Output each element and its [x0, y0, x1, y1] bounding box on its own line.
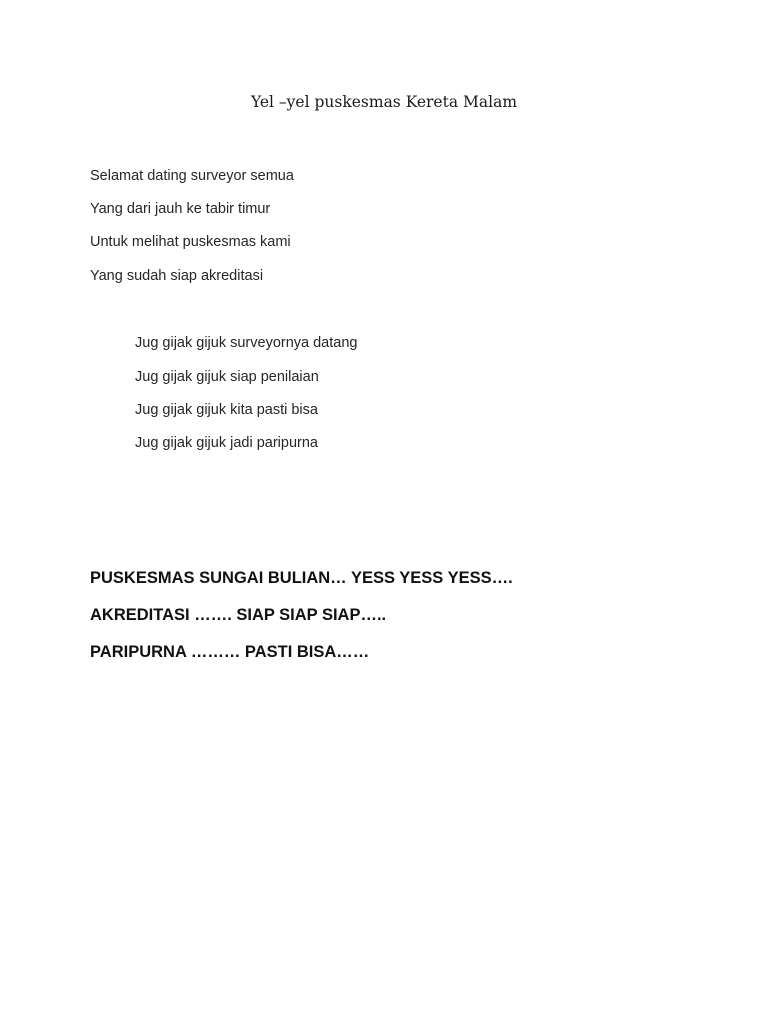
chant-line: AKREDITASI ……. SIAP SIAP SIAP…..	[90, 606, 387, 624]
verse-line: Jug gijak gijuk kita pasti bisa	[135, 402, 318, 418]
verse-line: Yang sudah siap akreditasi	[90, 268, 264, 284]
chant-line: PUSKESMAS SUNGAI BULIAN… YESS YESS YESS….	[90, 569, 513, 587]
verse-line: Selamat dating surveyor semua	[90, 168, 294, 184]
document-title: Yel –yel puskesmas Kereta Malam	[250, 93, 518, 111]
verse-line: Jug gijak gijuk surveyornya datang	[135, 335, 358, 351]
verse-line: Untuk melihat puskesmas kami	[90, 234, 291, 250]
verse-line: Yang dari jauh ke tabir timur	[90, 201, 271, 217]
verse-line: Jug gijak gijuk siap penilaian	[135, 369, 319, 385]
verse-line: Jug gijak gijuk jadi paripurna	[135, 435, 318, 451]
chant-line: PARIPURNA ……… PASTI BISA……	[90, 643, 370, 661]
